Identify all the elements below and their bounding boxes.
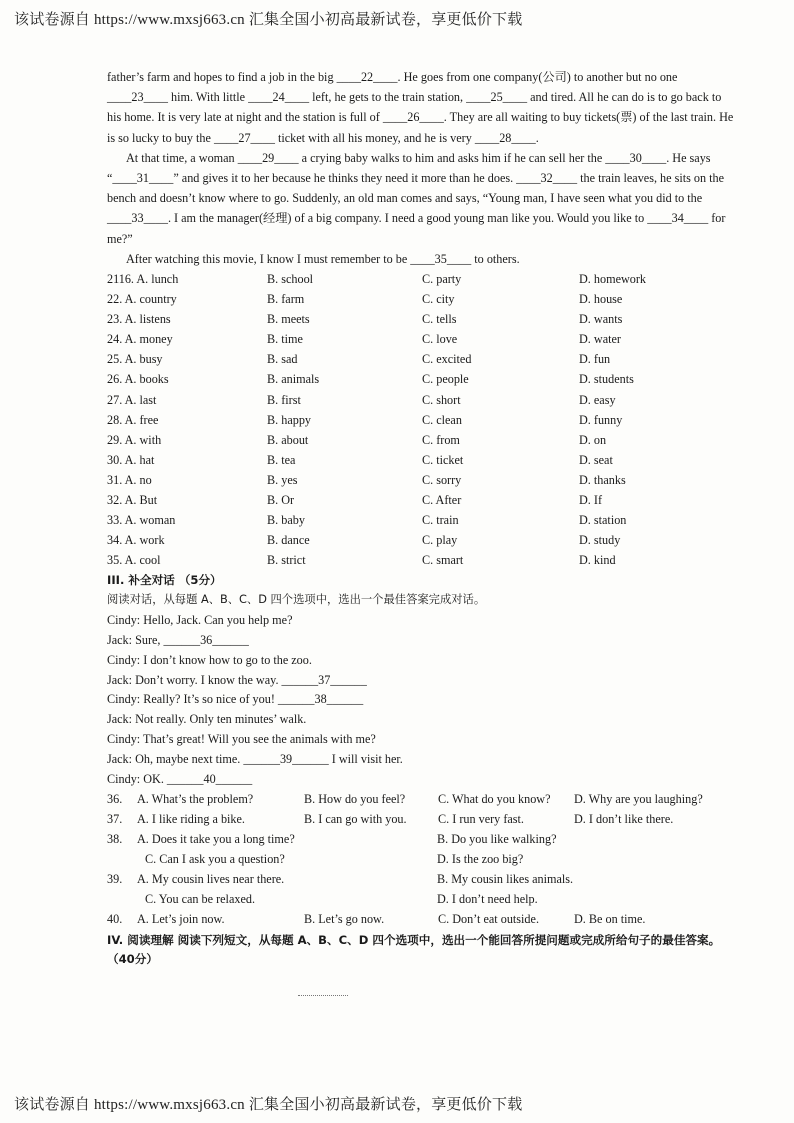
option-row: 23. A. listens B. meets C. tells D. wants — [107, 312, 623, 327]
scan-mark — [298, 995, 348, 998]
option-row: 33. A. woman B. baby C. train D. station — [107, 513, 627, 528]
option-row: 34. A. work B. dance C. play D. study — [107, 533, 621, 548]
option-row: 26. A. books B. animals C. people D. students — [107, 372, 634, 387]
option-row: 30. A. hat B. tea C. ticket D. seat — [107, 452, 613, 467]
question-36-options: 36. A. What’s the problem? B. How do you feel? C. What do you know? D. Why are you laughing? — [107, 791, 703, 806]
option-row: 29. A. with B. about C. from D. on — [107, 432, 607, 447]
section-3-heading: III. 补全对话 （5分） — [107, 573, 222, 588]
dialogue-line: Cindy: OK. ______40______ — [107, 771, 253, 786]
option-row: 2116. A. lunch B. school C. party D. homework — [107, 271, 647, 286]
option-row: 27. A. last B. first C. short D. easy — [107, 392, 616, 407]
dialogue-line: Jack: Not really. Only ten minutes’ walk. — [107, 712, 307, 727]
dialogue-line: Cindy: Hello, Jack. Can you help me? — [107, 613, 293, 628]
option-row: 25. A. busy B. sad C. excited D. fun — [107, 352, 611, 367]
dialogue-line: Jack: Oh, maybe next time. ______39______ I will visit her. — [107, 751, 403, 766]
question-39-options-cd: C. You can be relaxed. D. I don’t need help. — [145, 891, 538, 906]
dialogue-options — [107, 789, 737, 929]
dialogue-line: Jack: Don’t worry. I know the way. ______37______ — [107, 672, 367, 687]
dialogue — [107, 610, 737, 788]
passage-paragraph-2: At that time, a woman ____29____ a crying baby walks to him and asks him if he can sell her the ____30____. He says “____31____” and gives it to her because he thinks they need it more than he does. ____32____ the train leaves, he sits on the bench and doesn’t know where to go. Suddenly, an old man comes and says, “Young man, I have seen what you did to the ____33____. I am the manager(经理) of a big company. I need a good young man like you. Would you like to ____34____ for me?” — [107, 150, 726, 246]
question-38-options-ab: 38. A. Does it take you a long time? B. Do you like walking? — [107, 831, 557, 846]
question-40-options: 40. A. Let’s join now. B. Let’s go now. C. Don’t eat outside. D. Be on time. — [107, 911, 646, 926]
dialogue-line: Jack: Sure, ______36______ — [107, 633, 249, 648]
passage-paragraph-3: After watching this movie, I know I must remember to be ____35____ to others. — [126, 251, 520, 266]
option-row: 22. A. country B. farm C. city D. house — [107, 292, 623, 307]
dialogue-line: Cindy: I don’t know how to go to the zoo. — [107, 652, 312, 667]
option-row: 24. A. money B. time C. love D. water — [107, 332, 621, 347]
question-39-options-ab: 39. A. My cousin lives near there. B. My cousin likes animals. — [107, 871, 574, 886]
passage-paragraph-1: father’s farm and hopes to find a job in the big ____22____. He goes from one company(公司) to another but no one ____23____ him. With little ____24____ left, he gets to the train station, ____25____ and tired. All he can do is to go back to his home. It is very late at night and the station is full of ____26____. They are all waiting to buy tickets(票) of the last train. He is so lucky to buy the ____27____ ticket with all his money, and he is very ____28____. — [107, 70, 734, 145]
exam-content — [107, 67, 737, 969]
question-38-options-cd: C. Can I ask you a question? D. Is the zoo big? — [145, 851, 524, 866]
option-row: 35. A. cool B. strict C. smart D. kind — [107, 553, 616, 568]
option-row: 28. A. free B. happy C. clean D. funny — [107, 412, 623, 427]
source-banner-top: 该试卷源自 https://www.mxsj663.cn 汇集全国小初高最新试卷，享更低价下载 — [14, 12, 523, 28]
dialogue-line: Cindy: That’s great! Will you see the animals with me? — [107, 732, 376, 747]
question-37-options: 37. A. I like riding a bike. B. I can go with you. C. I run very fast. D. I don’t like there. — [107, 811, 674, 826]
option-row: 31. A. no B. yes C. sorry D. thanks — [107, 472, 626, 487]
source-banner-bottom: 该试卷源自 https://www.mxsj663.cn 汇集全国小初高最新试卷，享更低价下载 — [14, 1097, 523, 1113]
section-4-heading: IV. 阅读理解 阅读下列短文，从每题 A、B、C、D 四个选项中，选出一个能回答所提问题或完成所给句子的最佳答案。（40分） — [107, 932, 721, 966]
dialogue-line: Cindy: Really? It’s so nice of you! ______38______ — [107, 692, 364, 707]
section-3-instruction: 阅读对话，从每题 A、B、C、D 四个选项中，选出一个最佳答案完成对话。 — [107, 593, 486, 607]
option-row: 32. A. But B. Or C. After D. If — [107, 493, 603, 508]
cloze-options-table — [107, 269, 737, 570]
